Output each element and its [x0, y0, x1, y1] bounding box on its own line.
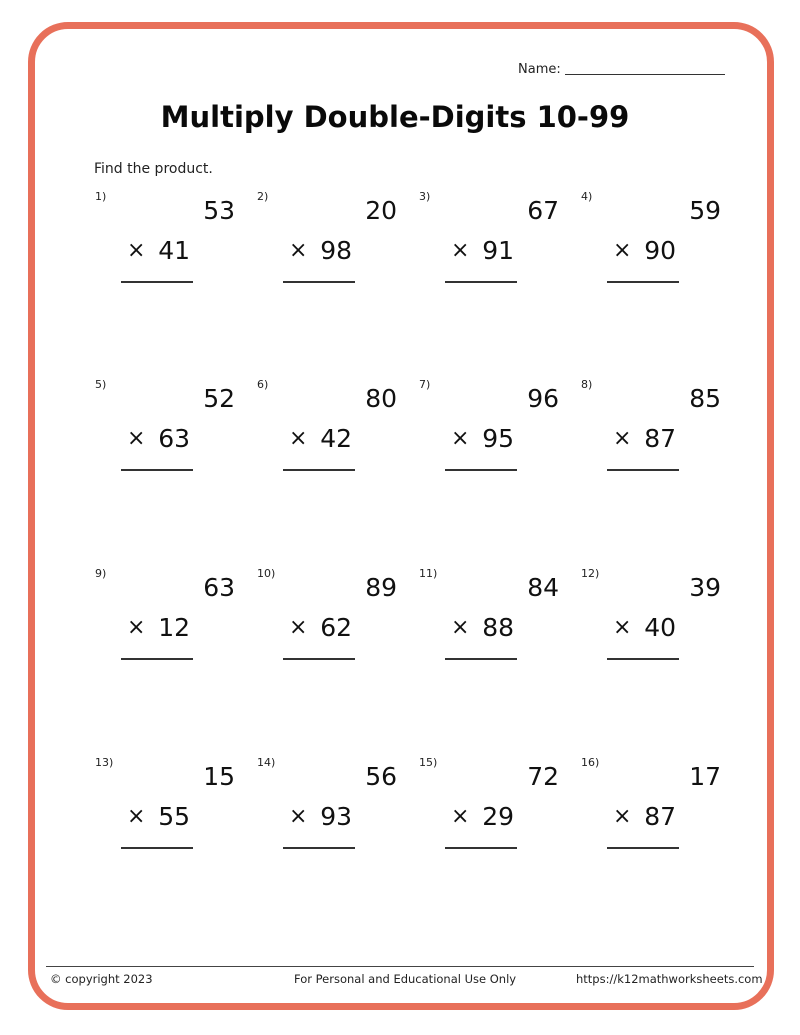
problem-number: 7): [419, 378, 431, 391]
multiplier: 62: [320, 613, 352, 642]
multiply-sign: ×: [127, 426, 146, 451]
answer-line: [445, 658, 517, 660]
multiply-sign: ×: [451, 804, 470, 829]
multiply-sign: ×: [451, 426, 470, 451]
multiplicand: 72: [527, 762, 559, 791]
multiplier: 12: [158, 613, 190, 642]
multiplier-row: [289, 236, 352, 265]
multiplicand: 56: [365, 762, 397, 791]
multiply-sign: ×: [451, 615, 470, 640]
multiplier: 88: [482, 613, 514, 642]
problem-number: 11): [419, 567, 438, 580]
multiplier: 91: [482, 236, 514, 265]
problem: [419, 378, 569, 488]
problem-number: 8): [581, 378, 593, 391]
name-label: Name:: [518, 62, 561, 77]
problem-number: 1): [95, 190, 107, 203]
multiplicand: 17: [689, 762, 721, 791]
multiplicand: 52: [203, 384, 235, 413]
multiplicand: 89: [365, 573, 397, 602]
multiplier-row: [127, 802, 190, 831]
answer-line: [121, 281, 193, 283]
answer-line: [283, 658, 355, 660]
multiply-sign: ×: [613, 238, 632, 263]
problem-number: 14): [257, 756, 276, 769]
multiplier-row: [451, 236, 514, 265]
problem: [419, 190, 569, 300]
problem-number: 6): [257, 378, 269, 391]
problem: [257, 756, 407, 866]
multiplier-row: [289, 424, 352, 453]
multiplicand: 53: [203, 196, 235, 225]
answer-line: [445, 281, 517, 283]
footer-usage: For Personal and Educational Use Only: [294, 972, 517, 986]
multiply-sign: ×: [127, 238, 146, 263]
answer-line: [283, 847, 355, 849]
multiplier-row: [289, 613, 352, 642]
multiplier-row: [451, 802, 514, 831]
multiplier: 87: [644, 424, 676, 453]
problem: [257, 567, 407, 677]
multiplicand: 84: [527, 573, 559, 602]
multiplier-row: [613, 236, 676, 265]
problem-number: 16): [581, 756, 600, 769]
problem-number: 4): [581, 190, 593, 203]
multiplier: 87: [644, 802, 676, 831]
multiply-sign: ×: [613, 804, 632, 829]
problem-number: 15): [419, 756, 438, 769]
multiplier-row: [127, 424, 190, 453]
problem: [419, 756, 569, 866]
multiply-sign: ×: [613, 615, 632, 640]
answer-line: [607, 281, 679, 283]
footer-url: https://k12mathworksheets.com: [576, 972, 763, 986]
problem: [257, 190, 407, 300]
answer-line: [607, 658, 679, 660]
problem-number: 10): [257, 567, 276, 580]
multiplicand: 15: [203, 762, 235, 791]
multiply-sign: ×: [289, 426, 308, 451]
problem: [95, 756, 245, 866]
problem: [581, 756, 731, 866]
name-blank-line: [565, 74, 725, 75]
multiplier-row: [451, 424, 514, 453]
multiplier-row: [127, 236, 190, 265]
multiplier-row: [127, 613, 190, 642]
problem: [95, 190, 245, 300]
problem: [581, 190, 731, 300]
multiplier: 93: [320, 802, 352, 831]
multiply-sign: ×: [127, 615, 146, 640]
multiplicand: 63: [203, 573, 235, 602]
problem: [419, 567, 569, 677]
multiplicand: 80: [365, 384, 397, 413]
page-title: Multiply Double-Digits 10-99: [160, 100, 630, 134]
multiplier: 63: [158, 424, 190, 453]
multiplier-row: [613, 802, 676, 831]
problem: [581, 567, 731, 677]
multiplier-row: [451, 613, 514, 642]
answer-line: [121, 847, 193, 849]
answer-line: [445, 847, 517, 849]
multiplier: 41: [158, 236, 190, 265]
multiplicand: 85: [689, 384, 721, 413]
problem-number: 5): [95, 378, 107, 391]
name-field: [518, 62, 725, 77]
multiply-sign: ×: [127, 804, 146, 829]
multiplicand: 96: [527, 384, 559, 413]
footer-copyright: © copyright 2023: [50, 972, 153, 986]
problem: [581, 378, 731, 488]
multiplicand: 67: [527, 196, 559, 225]
answer-line: [445, 469, 517, 471]
multiply-sign: ×: [451, 238, 470, 263]
answer-line: [283, 281, 355, 283]
footer-divider: [46, 966, 754, 967]
problem-number: 13): [95, 756, 114, 769]
multiplier: 55: [158, 802, 190, 831]
problem-number: 12): [581, 567, 600, 580]
multiplier: 29: [482, 802, 514, 831]
problem: [95, 378, 245, 488]
answer-line: [607, 847, 679, 849]
answer-line: [121, 469, 193, 471]
multiply-sign: ×: [289, 615, 308, 640]
answer-line: [283, 469, 355, 471]
multiplier: 90: [644, 236, 676, 265]
instructions: Find the product.: [94, 161, 213, 177]
multiplier-row: [613, 613, 676, 642]
problem-number: 2): [257, 190, 269, 203]
answer-line: [121, 658, 193, 660]
problem: [95, 567, 245, 677]
multiplier: 98: [320, 236, 352, 265]
answer-line: [607, 469, 679, 471]
multiply-sign: ×: [289, 804, 308, 829]
multiply-sign: ×: [289, 238, 308, 263]
multiplicand: 39: [689, 573, 721, 602]
multiplier-row: [613, 424, 676, 453]
problem-number: 9): [95, 567, 107, 580]
multiplier: 40: [644, 613, 676, 642]
multiplicand: 59: [689, 196, 721, 225]
multiplicand: 20: [365, 196, 397, 225]
multiplier: 42: [320, 424, 352, 453]
problem: [257, 378, 407, 488]
problem-number: 3): [419, 190, 431, 203]
multiply-sign: ×: [613, 426, 632, 451]
multiplier-row: [289, 802, 352, 831]
multiplier: 95: [482, 424, 514, 453]
